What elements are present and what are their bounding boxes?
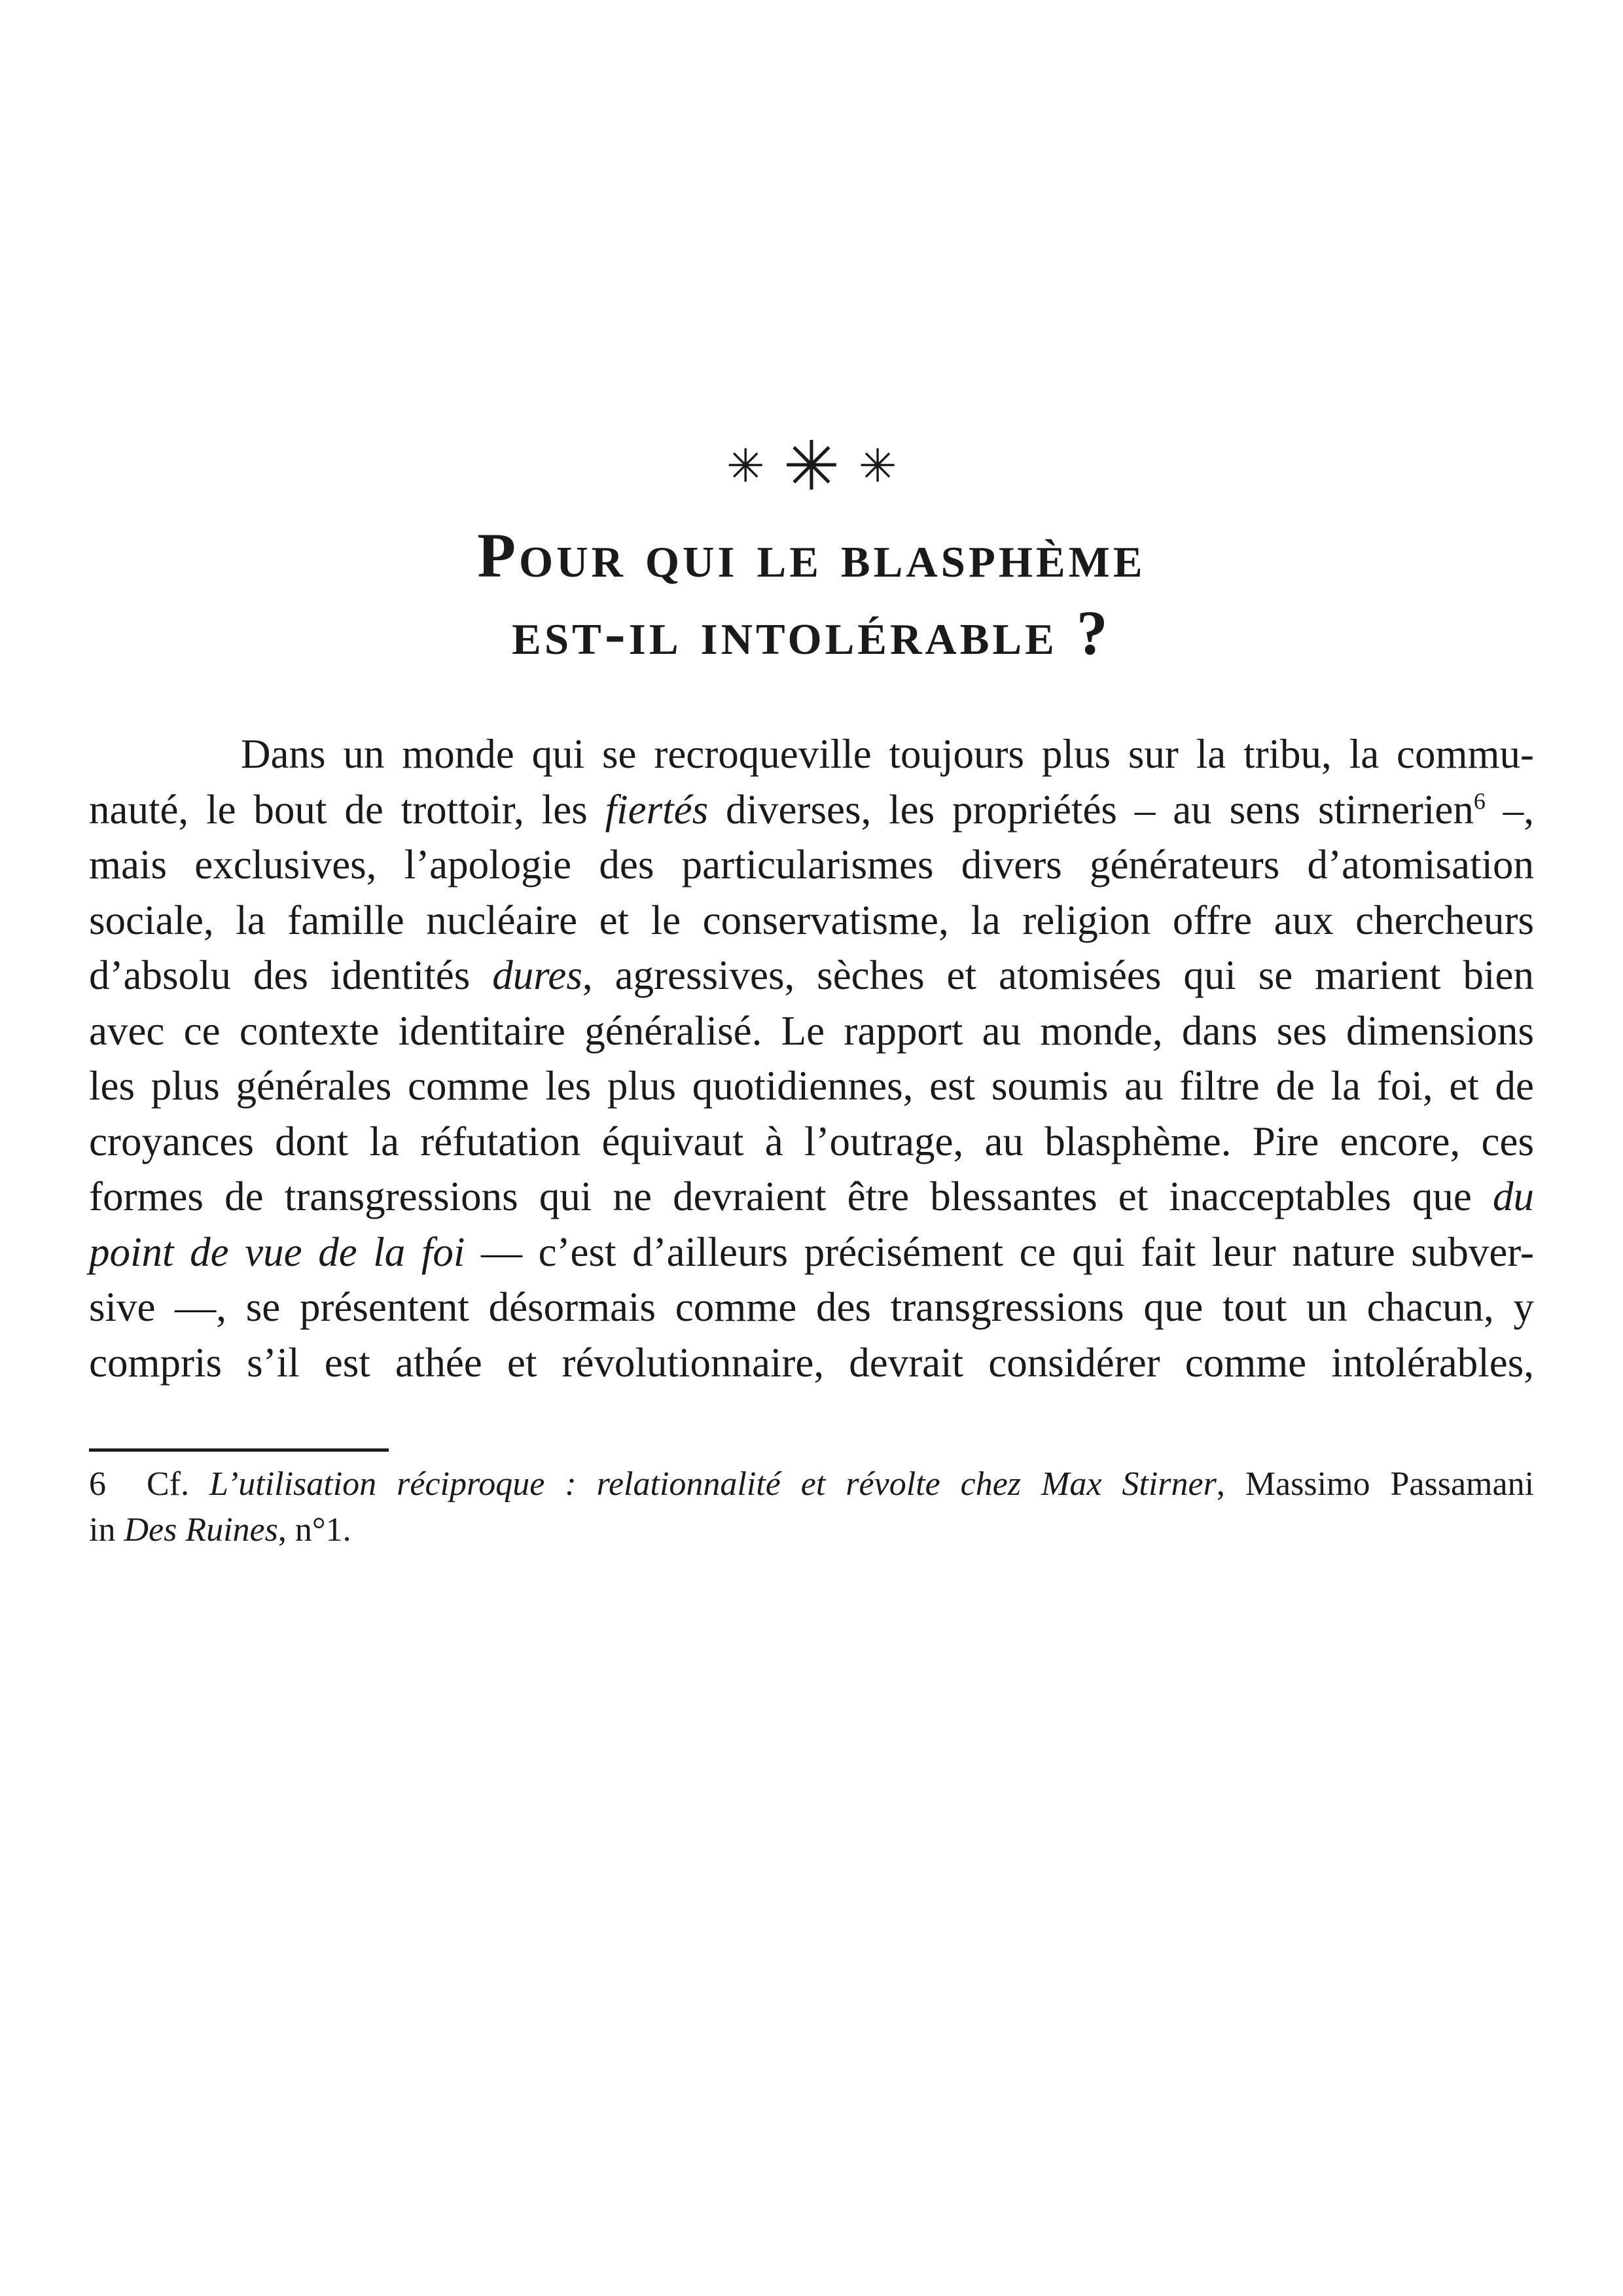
text-line — [89, 782, 1534, 838]
footnote-separator — [89, 1448, 389, 1452]
emphasis-text: point de vue de la foi — [89, 1229, 465, 1275]
footnote-publication: Des Ruines — [124, 1511, 278, 1549]
text-run: diverses, les propriétés – au sens stirnerien — [708, 786, 1474, 833]
text-run: Cf. — [146, 1465, 209, 1503]
text-line: compris s’il est athée et révolutionnaire, devrait considérer comme intolérables, — [89, 1339, 1534, 1386]
text-line: mais exclusives, l’apologie des particularismes divers générateurs d’atomisation — [89, 842, 1534, 888]
footnote — [89, 1462, 1534, 1553]
footnote-number: 6 — [89, 1465, 106, 1503]
footnote-line — [89, 1462, 1534, 1507]
text-line: Dans un monde qui se recroqueville toujours plus sur la tribu, la commu- — [241, 731, 1534, 777]
section-ornament — [0, 426, 1623, 506]
section-title — [0, 517, 1623, 672]
footnote-reference: 6 — [1473, 787, 1486, 814]
section-title-line: est-il intolérable ? — [512, 598, 1111, 668]
text-run: — c’est d’ailleurs précisément ce qui fait leur nature subver- — [465, 1229, 1534, 1275]
text-line: avec ce contexte identitaire généralisé. Le rapport au monde, dans ses dimensions — [89, 1007, 1534, 1054]
text-line: croyances dont la réfutation équivaut à l’outrage, au blasphème. Pire encore, ces — [89, 1118, 1534, 1164]
text-line: sociale, la famille nucléaire et le conservatisme, la religion offre aux chercheurs — [89, 897, 1534, 943]
text-run: in — [89, 1511, 124, 1549]
text-line — [89, 948, 1534, 1003]
text-line — [89, 1169, 1534, 1225]
footnote-author: , Massimo Passamani — [1216, 1465, 1535, 1503]
text-run: d’absolu des identités — [89, 952, 493, 998]
text-run: formes de transgressions qui ne devraient être blessantes et inacceptables que — [89, 1174, 1493, 1219]
emphasis-text: du — [1493, 1174, 1534, 1219]
footnote-line — [89, 1507, 1534, 1553]
text-line — [89, 1225, 1534, 1280]
section-title-line: Pour qui le blasphème — [477, 520, 1146, 590]
footnote-work-title: L’utilisation réciproque : relationnalité et révolte chez Max Stirner — [209, 1465, 1217, 1503]
text-run: –, — [1485, 786, 1535, 833]
text-line: sive —, se présentent désormais comme des transgressions que tout un chacun, y — [89, 1284, 1534, 1330]
emphasis-text: fiertés — [605, 786, 709, 833]
text-run: nauté, le bout de trottoir, les — [89, 786, 605, 833]
text-line: les plus générales comme les plus quotidiennes, est soumis au filtre de la foi, et de — [89, 1063, 1534, 1109]
asterism-star-icon: ✳ — [858, 439, 897, 493]
asterism-star-icon: ✳ — [783, 426, 840, 506]
body-paragraph — [89, 726, 1534, 1390]
emphasis-text: dures — [492, 952, 582, 998]
asterism-star-icon: ✳ — [726, 439, 765, 493]
text-run: , n°1. — [277, 1511, 351, 1549]
text-run: , agressives, sèches et atomisées qui se marient bien — [582, 952, 1534, 998]
